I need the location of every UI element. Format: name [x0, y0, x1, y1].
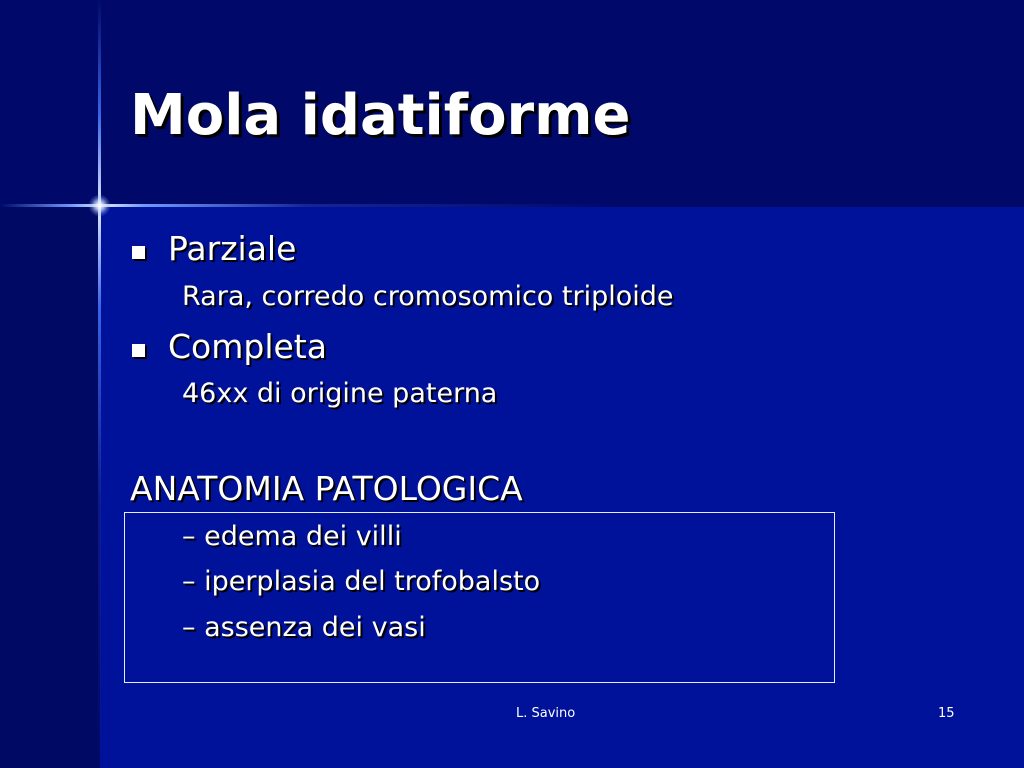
- finding-item: – edema dei villi: [182, 521, 402, 552]
- vertical-light-line: [98, 0, 101, 768]
- finding-item: – assenza dei vasi: [182, 612, 426, 643]
- bullet-completa-detail: 46xx di origine paterna: [182, 378, 498, 409]
- square-bullet-icon: [132, 344, 145, 357]
- page-number: 15: [938, 706, 955, 721]
- footer-author: L. Savino: [516, 706, 576, 721]
- bullet-parziale: Parziale: [168, 229, 297, 268]
- section-heading: ANATOMIA PATOLOGICA: [130, 469, 523, 508]
- slide-title: Mola idatiforme: [130, 83, 631, 148]
- bullet-completa: Completa: [168, 327, 327, 366]
- square-bullet-icon: [132, 246, 145, 259]
- horizontal-light-line: [0, 204, 1024, 207]
- finding-item: – iperplasia del trofobalsto: [182, 566, 541, 597]
- bullet-parziale-detail: Rara, corredo cromosomico triploide: [182, 281, 674, 312]
- sparkle-icon: [89, 195, 110, 216]
